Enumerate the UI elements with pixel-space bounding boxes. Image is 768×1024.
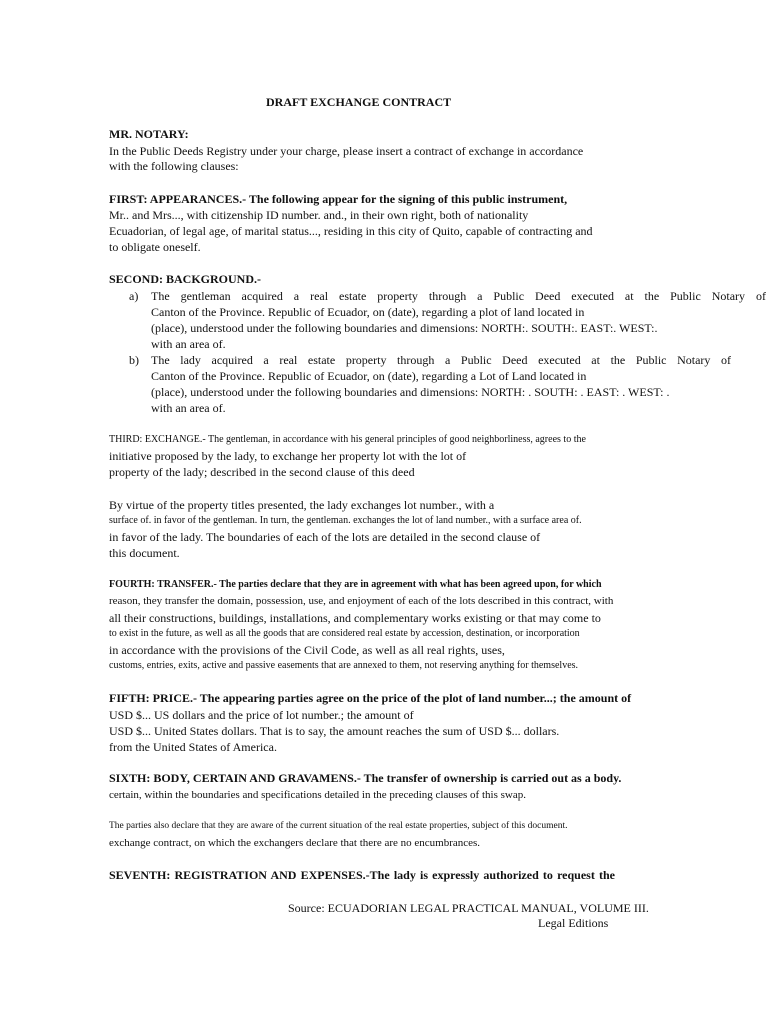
clause-fifth-heading: FIFTH: PRICE.- The appearing parties agree on the price of the plot of land number...; the amount of <box>109 691 632 705</box>
parties-declare-line: exchange contract, on which the exchangers declare that there are no encumbrances. <box>109 837 481 849</box>
clause-second-a-line: The gentleman acquired a real estate property through a Public Deed executed at the Public Notary of <box>151 289 766 303</box>
list-marker: b) <box>129 353 139 367</box>
clause-fifth-line: USD $... United States dollars. That is to say, the amount reaches the sum of USD $... dollars. <box>109 724 560 738</box>
salutation: MR. NOTARY: <box>109 127 189 141</box>
intro-line: In the Public Deeds Registry under your charge, please insert a contract of exchange in accordance <box>109 144 584 158</box>
clause-second-b-line: with an area of. <box>151 401 226 415</box>
clause-fifth-line: USD $... US dollars and the price of lot number.; the amount of <box>109 708 414 722</box>
clause-fourth-line: reason, they transfer the domain, possession, use, and enjoyment of each of the lots described in this contract, with <box>109 595 614 607</box>
clause-fourth-line: to exist in the future, as well as all the goods that are considered real estate by accession, destination, or incorporation <box>109 628 580 639</box>
clause-second-b-line: The lady acquired a real estate property through a Public Deed executed at the Public Notary of <box>151 353 731 367</box>
clause-fifth-line: from the United States of America. <box>109 740 277 754</box>
clause-sixth-heading: SIXTH: BODY, CERTAIN AND GRAVAMENS.- The transfer of ownership is carried out as a body. <box>109 771 622 785</box>
clause-fourth-heading: FOURTH: TRANSFER.- The parties declare that they are in agreement with what has been agreed upon, for which <box>109 579 602 590</box>
clause-first-heading: FIRST: APPEARANCES.- The following appear for the signing of this public instrument, <box>109 192 568 206</box>
virtue-line: surface of. in favor of the gentleman. In turn, the gentleman. exchanges the lot of land number., with a surface area of. <box>109 515 582 526</box>
document-title: DRAFT EXCHANGE CONTRACT <box>266 95 452 109</box>
list-marker: a) <box>129 289 139 303</box>
clause-first-line: Ecuadorian, of legal age, of marital status..., residing in this city of Quito, capable of contracting and <box>109 224 593 238</box>
intro-line: with the following clauses: <box>109 159 239 173</box>
clause-third-line: property of the lady; described in the second clause of this deed <box>109 465 415 479</box>
clause-fourth-line: in accordance with the provisions of the Civil Code, as well as all real rights, uses, <box>109 643 505 657</box>
clause-second-a-line: Canton of the Province. Republic of Ecuador, on (date), regarding a plot of land located in <box>151 305 585 319</box>
clause-second-a-line: (place), understood under the following boundaries and dimensions: NORTH:. SOUTH:. EAST:. WEST:. <box>151 321 658 335</box>
clause-second-a-line: with an area of. <box>151 337 226 351</box>
clause-first-line: to obligate oneself. <box>109 240 201 254</box>
virtue-line: in favor of the lady. The boundaries of each of the lots are detailed in the second clause of <box>109 530 541 544</box>
source-publisher: Legal Editions <box>538 916 609 930</box>
parties-declare-line: The parties also declare that they are aware of the current situation of the real estate properties, subject of this document. <box>109 821 568 831</box>
clause-fourth-line: all their constructions, buildings, installations, and complementary works existing or that may come to <box>109 611 601 625</box>
source-citation: Source: ECUADORIAN LEGAL PRACTICAL MANUAL, VOLUME III. <box>288 901 649 915</box>
clause-seventh-heading: SEVENTH: REGISTRATION AND EXPENSES.-The lady is expressly authorized to request the <box>109 868 615 882</box>
virtue-line: this document. <box>109 546 180 560</box>
clause-second-b-line: (place), understood under the following boundaries and dimensions: NORTH: . SOUTH: . EAST: . WEST: . <box>151 385 670 399</box>
clause-first-line: Mr.. and Mrs..., with citizenship ID number. and., in their own right, both of nationality <box>109 208 529 222</box>
clause-third-line: initiative proposed by the lady, to exchange her property lot with the lot of <box>109 449 467 463</box>
clause-second-heading: SECOND: BACKGROUND.- <box>109 272 262 286</box>
clause-fourth-line: customs, entries, exits, active and passive easements that are annexed to them, not reserving anything for themselves. <box>109 660 579 671</box>
clause-second-b-line: Canton of the Province. Republic of Ecuador, on (date), regarding a Lot of Land located in <box>151 369 587 383</box>
virtue-line: By virtue of the property titles presented, the lady exchanges lot number., with a <box>109 498 495 512</box>
clause-third-line: THIRD: EXCHANGE.- The gentleman, in accordance with his general principles of good neighborliness, agrees to the <box>109 434 586 445</box>
clause-sixth-line: certain, within the boundaries and specifications detailed in the preceding clauses of this swap. <box>109 789 526 801</box>
